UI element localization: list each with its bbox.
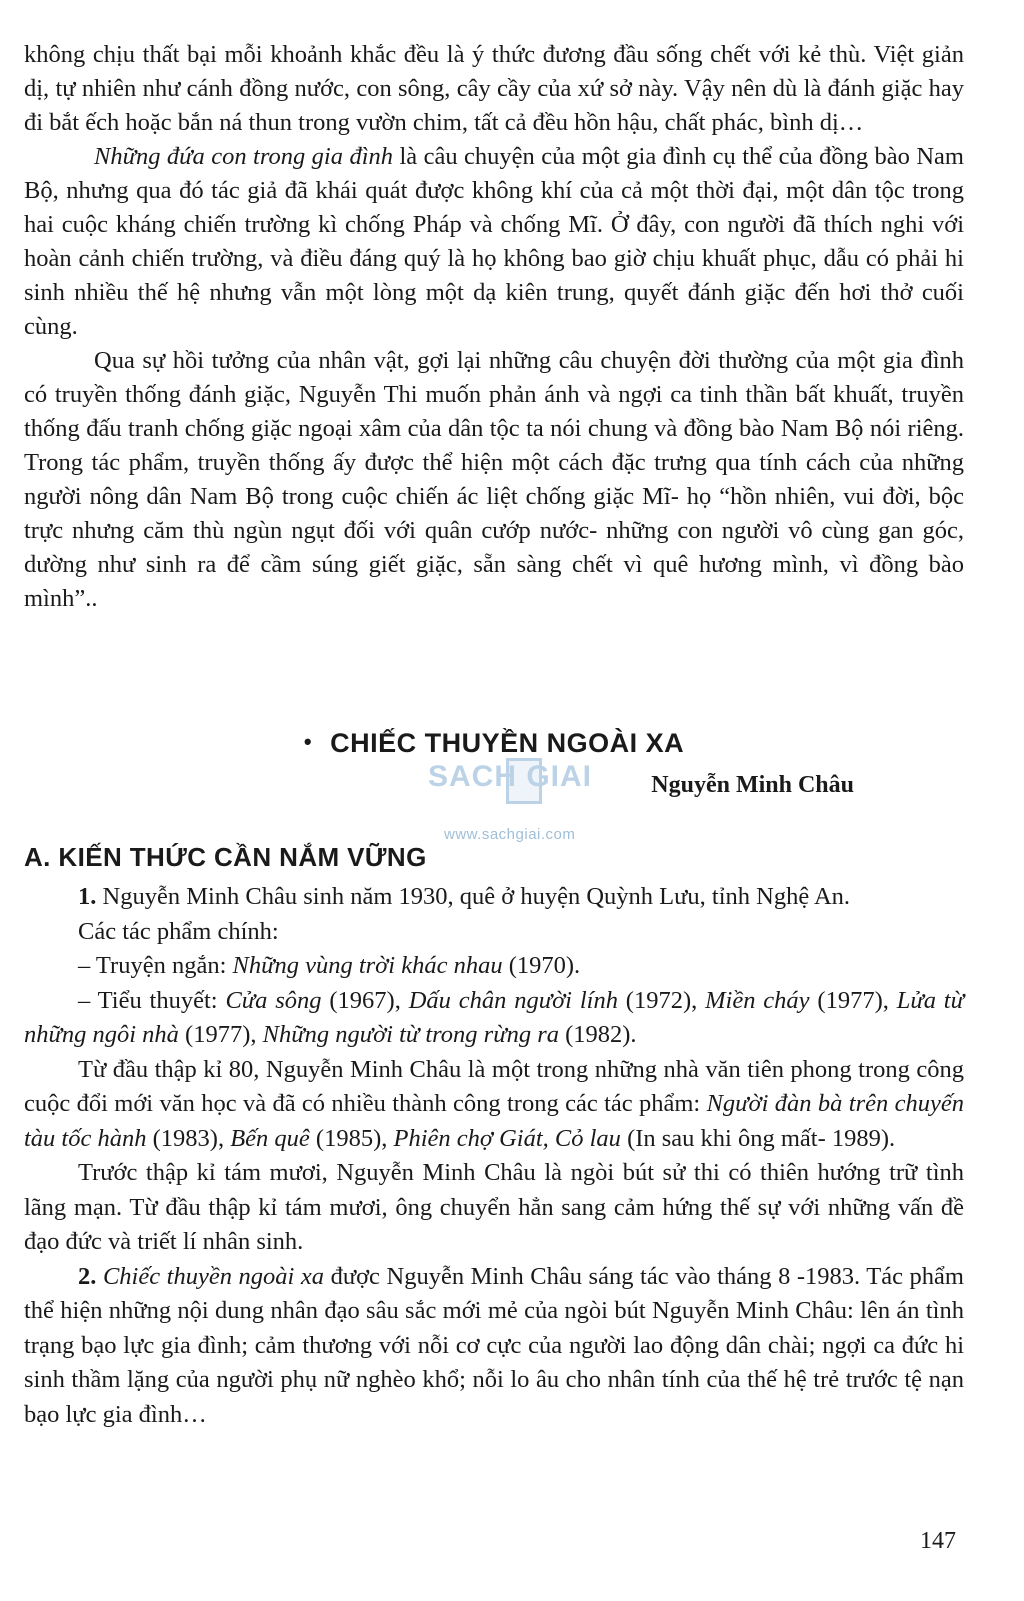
bullet-icon: • [303,729,313,754]
watermark [402,760,642,870]
section-title [24,728,964,759]
works-intro: Các tác phẩm chính: [78,917,279,945]
knowledge-section [24,880,964,1432]
paragraph-1: không chịu thất bại mỗi khoảnh khắc đều là ý thức đương đầu sống chết với kẻ thù. Việt giản dị, tự nhiên như cánh đồng nước, con sông, cây cầy của xứ sở này. Vậy nên dù là đánh giặc hay đi bắt ếch hoặc bắn ná thun trong vườn chim, tất cả đều hồn hậu, chất phác, bình dị… [24,41,964,136]
paragraph-renewal: Từ đầu thập kỉ 80, Nguyễn Minh Châu là một trong những nhà văn tiên phong trong công cuộc đổi mới văn học và đã có nhiều thành công trong các tác phẩm: Người đàn bà trên chuyến tàu tốc hành (1983), Bến quê (1985), Phiên chợ Giát, Cỏ lau (In sau khi ông mất- 1989). [24,1055,964,1152]
paragraph-2: Những đứa con trong gia đình là câu chuyện của một gia đình cụ thể của đồng bào Nam Bộ, nhưng qua đó tác giả đã khái quát được không khí của cả một thời đại, một dân tộc trong hai cuộc kháng chiến trường kì chống Pháp và chống Mĩ. Ở đây, con người đã thích nghi với hoàn cảnh chiến trường, và điều đáng quý là họ không bao giờ chịu khuất phục, dẫu có phải hi sinh nhiều thế hệ nhưng vẫn một lòng một dạ kiên trung, quyết đánh giặc đến hơi thở cuối cùng. [24,143,964,340]
heading-a: A. KIẾN THỨC CẦN NẮM VỮNG [24,842,427,872]
section-title-text: CHIẾC THUYỀN NGOÀI XA [330,728,685,758]
paragraph-style: Trước thập kỉ tám mươi, Nguyễn Minh Châu là ngòi bút sử thi có thiên hướng trữ tình lãng mạn. Từ đầu thập kỉ tám mươi, ông chuyển hẳn sang cảm hứng thế sự với những vấn đề đạo đức và triết lí nhân sinh. [24,1159,964,1255]
works-novels: – Tiểu thuyết: Cửa sông (1967), Dấu chân người lính (1972), Miền cháy (1977), Lửa từ những ngôi nhà (1977), Những người từ trong rừng ra (1982). [24,986,964,1048]
author-name: Nguyễn Minh Châu [651,772,854,798]
works-short-stories: – Truyện ngắn: Những vùng trời khác nhau (1970). [78,952,581,979]
watermark-url: www.sachgiai.com [444,826,576,843]
page-number: 147 [920,1528,956,1554]
paragraph-3: Qua sự hồi tưởng của nhân vật, gợi lại những câu chuyện đời thường của một gia đình có truyền thống đánh giặc, Nguyễn Thi muốn phản ánh và ngợi ca tinh thần bất khuất, truyền thống đấu tranh chống giặc ngoại xâm của dân tộc ta nói chung và đồng bào Nam Bộ nói riêng. Trong tác phẩm, truyền thống ấy được thể hiện một cách đặc trưng qua tính cách của những người nông dân Nam Bộ trong cuộc chiến ác liệt chống giặc Mĩ- họ “hồn nhiên, vui đời, bộc trực nhưng căm thù ngùn ngụt đối với quân cướp nước- những con người vô cùng gan góc, dường như sinh ra để cầm súng giết giặc, sẵn sàng chết vì quê hương mình, vì đồng bào mình”.. [24,347,964,612]
paragraph-work: 2. Chiếc thuyền ngoài xa được Nguyễn Minh Châu sáng tác vào tháng 8 -1983. Tác phẩm thể hiện những nội dung nhân đạo sâu sắc mới mẻ của ngòi bút Nguyễn Minh Châu: lên án tình trạng bạo lực gia đình; cảm thương với nỗi cơ cực của người lao động dân chài; ngợi ca đức hi sinh thầm lặng của người phụ nữ nghèo khổ; nỗi lo âu cho nhân tính của thế hệ trẻ trước tệ nạn bạo lực gia đình… [24,1262,964,1428]
watermark-logo-text: SACH GIAI [428,760,593,793]
page-content [24,38,964,1428]
paragraph-bio: 1. Nguyễn Minh Châu sinh năm 1930, quê ở huyện Quỳnh Lưu, tỉnh Nghệ An. [78,883,851,910]
